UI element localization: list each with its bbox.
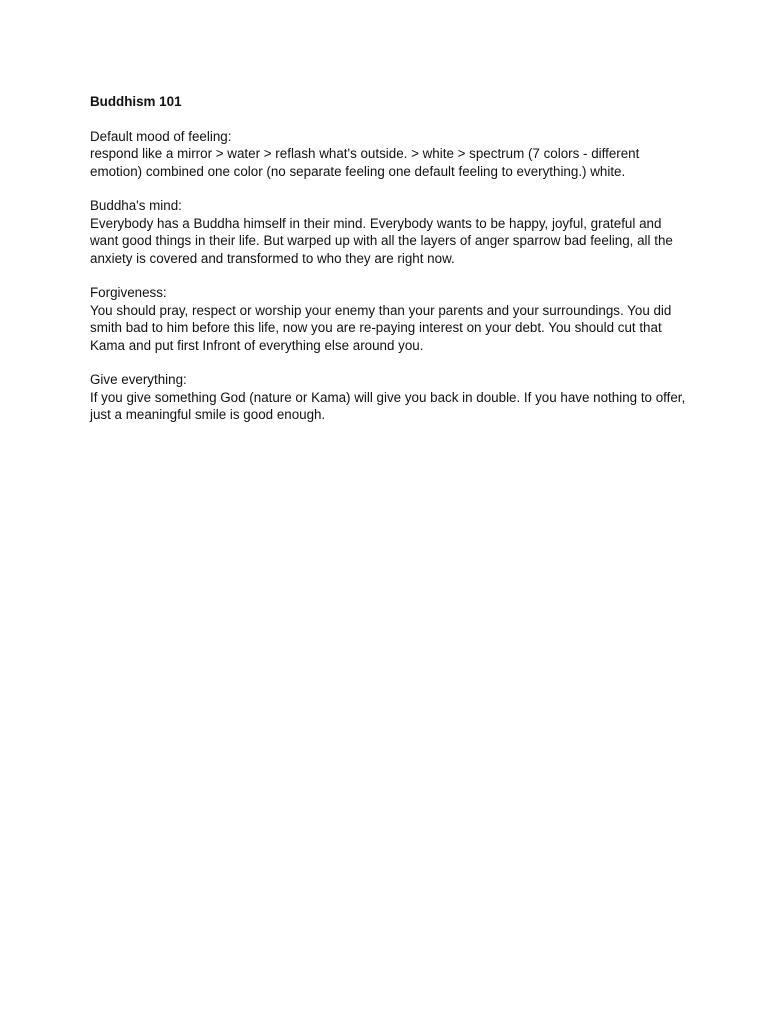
section-buddhas-mind — [90, 197, 690, 267]
section-heading: Forgiveness: — [90, 285, 167, 301]
section-body: If you give something God (nature or Kama) will give you back in double. If you have nothing to offer, just a meaningful smile is good enough. — [90, 389, 686, 423]
section-heading: Default mood of feeling: — [90, 128, 232, 144]
section-forgiveness — [90, 284, 690, 354]
section-give-everything — [90, 371, 690, 423]
section-body: You should pray, respect or worship your enemy than your parents and your surroundings. You did smith bad to him before this life, now you are re-paying interest on your debt. You should cut that Kama and put first Infront of everything else around you. — [90, 302, 672, 353]
section-heading: Buddha's mind: — [90, 198, 182, 214]
section-body: respond like a mirror > water > reflash what's outside. > white > spectrum (7 colors - different emotion) combined one color (no separate feeling one default feeling to everything.) white. — [90, 146, 640, 179]
document-title: Buddhism 101 — [90, 94, 182, 109]
document-content — [90, 93, 690, 441]
section-body: Everybody has a Buddha himself in their mind. Everybody wants to be happy, joyful, grateful and want good things in their life. But warped up with all the layers of anger sparrow bad feeling, all the anxiety is covered and transformed to who they are right now. — [90, 215, 673, 266]
section-default-mood — [90, 128, 690, 180]
section-heading: Give everything: — [90, 372, 187, 388]
